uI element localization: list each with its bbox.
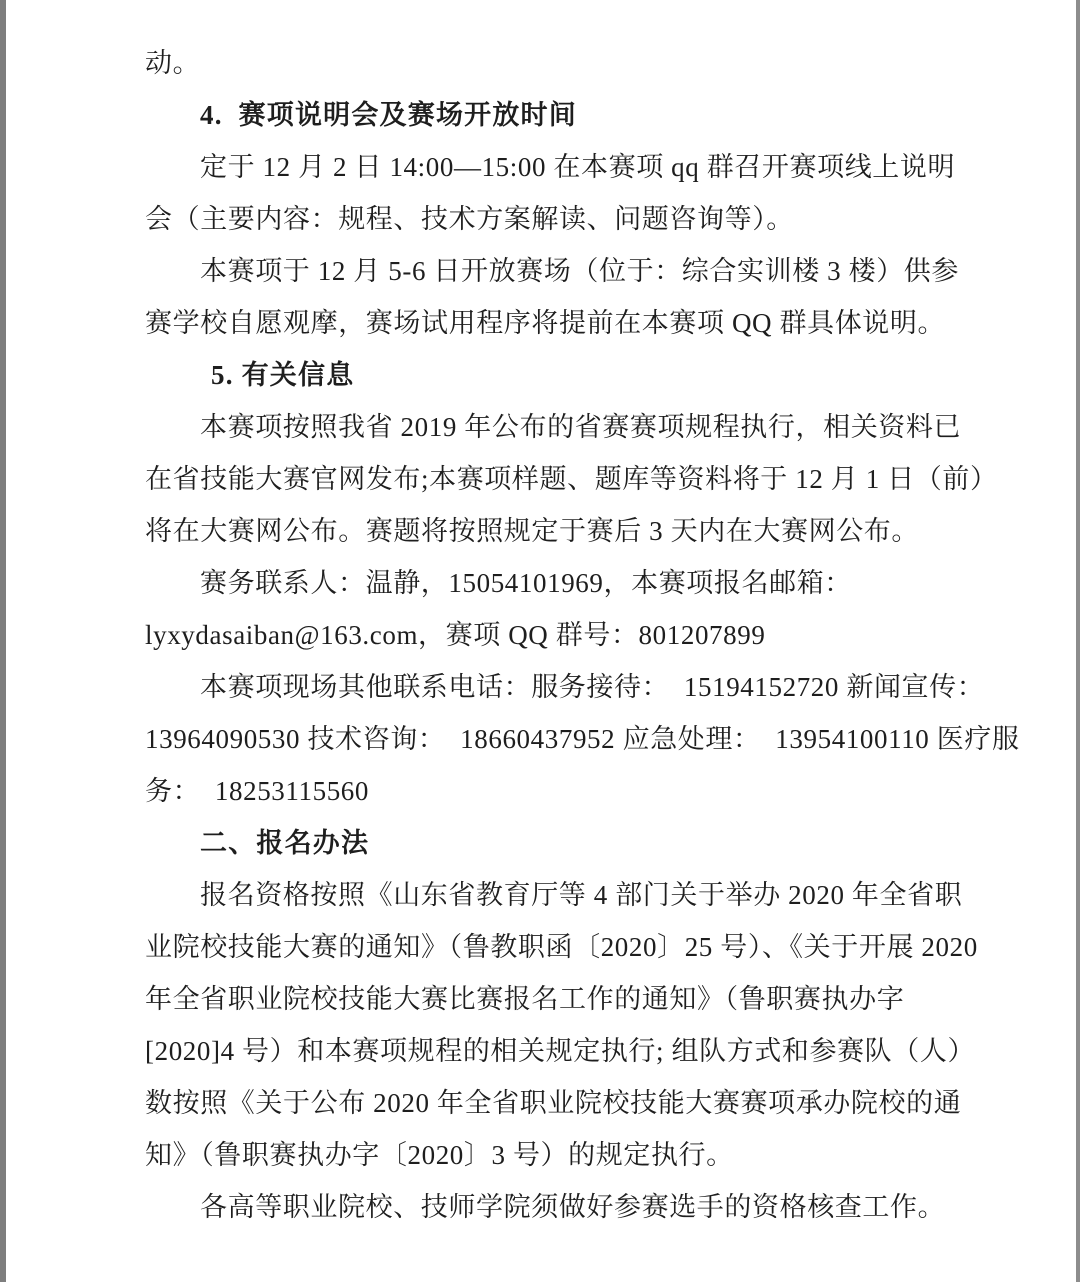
line-briefing-schedule: 定于 12 月 2 日 14:00—15:00 在本赛项 qq 群召开赛项线上说明 [200, 152, 956, 182]
heading-registration: 二、报名办法 [200, 828, 370, 858]
line-site-phones-1: 本赛项现场其他联系电话：服务接待： 15194152720 新闻宣传： [200, 672, 985, 702]
line-registration-5: 数按照《关于公布 2020 年全省职业院校技能大赛赛项承办院校的通 [145, 1088, 962, 1118]
heading-briefing-and-venue: 4. 赛项说明会及赛场开放时间 [200, 100, 577, 130]
line-registration-4: [2020]4 号）和本赛项规程的相关规定执行; 组队方式和参赛队（人） [145, 1036, 976, 1066]
line-info-1: 本赛项按照我省 2019 年公布的省赛赛项规程执行，相关资料已 [200, 412, 962, 442]
line-site-phones-3: 务： 18253115560 [145, 776, 369, 806]
line-info-3: 将在大赛网公布。赛题将按照规定于赛后 3 天内在大赛网公布。 [145, 516, 919, 546]
line-site-phones-2: 13964090530 技术咨询： 18660437952 应急处理： 13954100110 医疗服 [145, 724, 1020, 754]
line-venue-open-2: 赛学校自愿观摩，赛场试用程序将提前在本赛项 QQ 群具体说明。 [145, 308, 946, 338]
line-info-2: 在省技能大赛官网发布;本赛项样题、题库等资料将于 12 月 1 日（前） [145, 464, 998, 494]
line-venue-open-1: 本赛项于 12 月 5-6 日开放赛场（位于：综合实训楼 3 楼）供参 [200, 256, 959, 286]
page-edge-right [1076, 0, 1080, 1282]
line-registration-1: 报名资格按照《山东省教育厅等 4 部门关于举办 2020 年全省职 [200, 880, 963, 910]
line-registration-3: 年全省职业院校技能大赛比赛报名工作的通知》（鲁职赛执办字 [145, 984, 905, 1014]
heading-related-info: 5. 有关信息 [211, 360, 355, 390]
line-registration-2: 业院校技能大赛的通知》（鲁教职函〔2020〕25 号）、《关于开展 2020 [145, 932, 978, 962]
line-registration-6: 知》（鲁职赛执办字〔2020〕3 号）的规定执行。 [145, 1140, 734, 1170]
document-body [145, 37, 1020, 1233]
line-contact-email-qq: lyxydasaiban@163.com，赛项 QQ 群号：801207899 [145, 620, 766, 650]
line-qualification-check: 各高等职业院校、技师学院须做好参赛选手的资格核查工作。 [200, 1192, 946, 1222]
page-edge-left [0, 0, 6, 1282]
line-carryover: 动。 [145, 48, 201, 78]
line-contact-person: 赛务联系人：温静，15054101969，本赛项报名邮箱： [200, 568, 852, 598]
line-briefing-content: 会（主要内容：规程、技术方案解读、问题咨询等）。 [145, 204, 794, 234]
